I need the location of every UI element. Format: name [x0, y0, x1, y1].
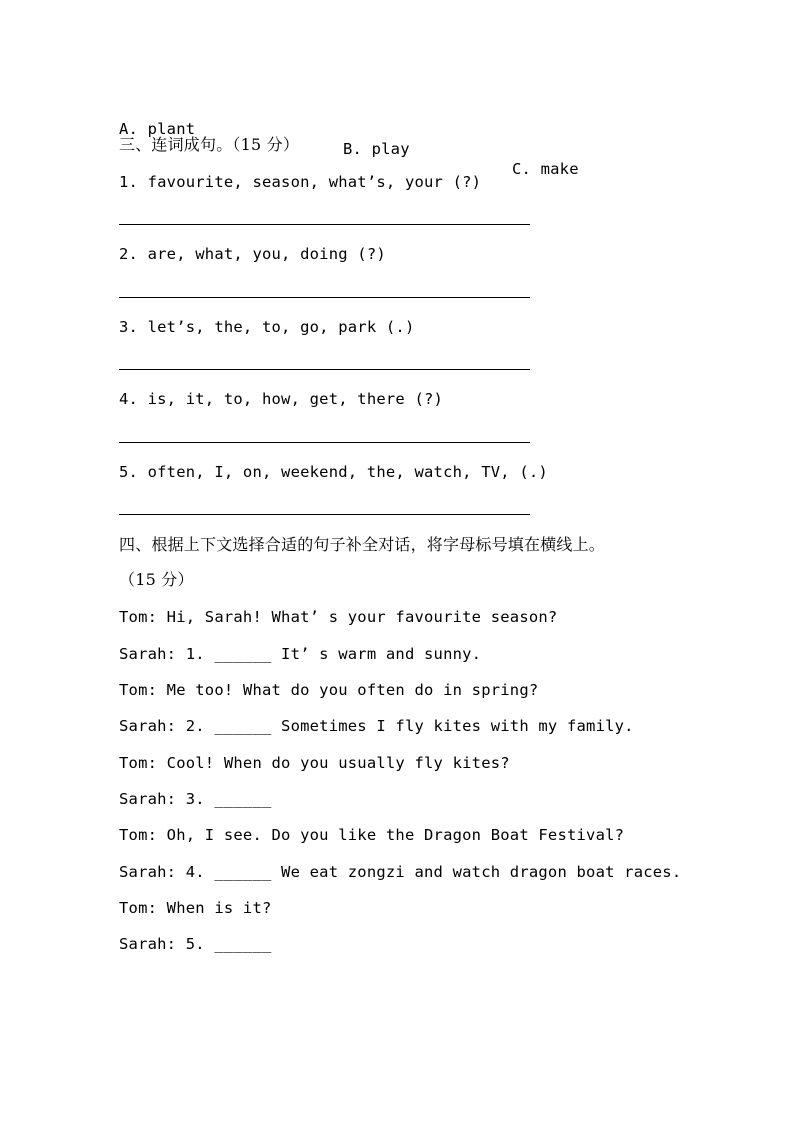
answer-line-4[interactable] — [119, 442, 530, 443]
dialogue-line-1: Tom: Hi, Sarah! What’ s your favourite season? — [119, 608, 558, 626]
section3-item-4: 4. is, it, to, how, get, there (?) — [119, 390, 444, 408]
dialogue-line-10: Sarah: 5. ______ — [119, 935, 272, 953]
dialogue-line-6: Sarah: 3. ______ — [119, 790, 272, 808]
answer-line-2[interactable] — [119, 297, 530, 298]
dialogue-line-8: Sarah: 4. ______ We eat zongzi and watch dragon boat races. — [119, 863, 682, 881]
dialogue-line-4: Sarah: 2. ______ Sometimes I fly kites with my family. — [119, 717, 634, 735]
option-c: C. make — [512, 160, 579, 178]
option-b: B. play — [343, 140, 410, 158]
section3-item-3: 3. let’s, the, to, go, park (.) — [119, 318, 415, 336]
dialogue-line-3: Tom: Me too! What do you often do in spring? — [119, 681, 539, 699]
section4-score: （15 分） — [119, 570, 194, 589]
section3-item-2: 2. are, what, you, doing (?) — [119, 245, 386, 263]
dialogue-line-2: Sarah: 1. ______ It’ s warm and sunny. — [119, 645, 482, 663]
section3-heading: 三、连词成句。（15 分） — [119, 135, 300, 154]
option-a: A. plant — [119, 120, 196, 138]
section3-item-1: 1. favourite, season, what’s, your (?) — [119, 173, 482, 191]
dialogue-line-5: Tom: Cool! When do you usually fly kites? — [119, 754, 510, 772]
answer-line-1[interactable] — [119, 224, 530, 225]
section4-heading: 四、根据上下文选择合适的句子补全对话，将字母标号填在横线上。 — [119, 535, 606, 554]
dialogue-line-9: Tom: When is it? — [119, 899, 272, 917]
dialogue-line-7: Tom: Oh, I see. Do you like the Dragon Boat Festival? — [119, 826, 625, 844]
answer-line-3[interactable] — [119, 369, 530, 370]
section3-item-5: 5. often, I, on, weekend, the, watch, TV, (.) — [119, 463, 548, 481]
answer-line-5[interactable] — [119, 514, 530, 515]
